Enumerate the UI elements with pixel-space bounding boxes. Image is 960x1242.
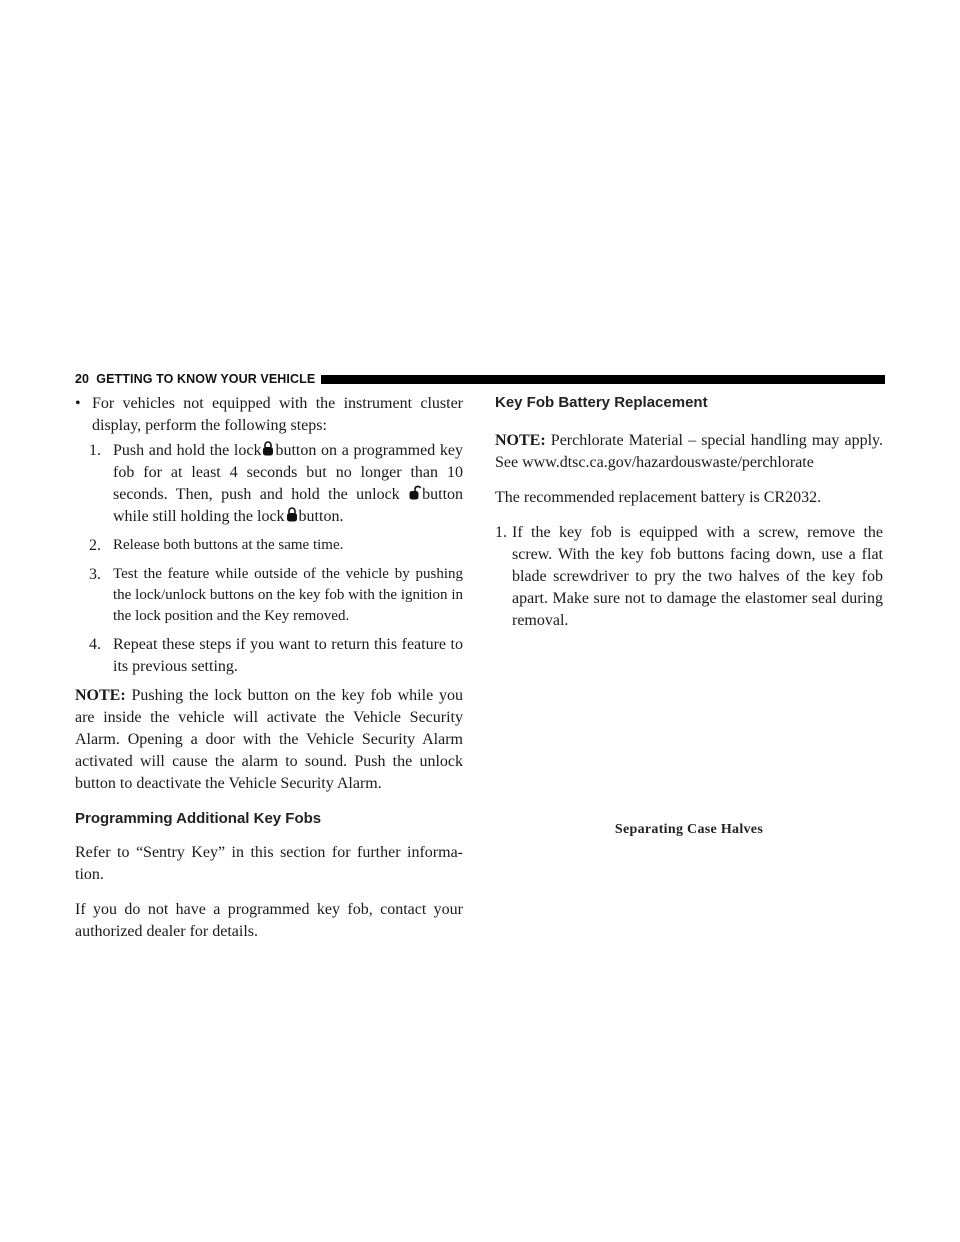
note-text: Pushing the lock button on the key fob while you are inside the vehicle will activate the Vehicle Security Alarm. Opening a door with the Vehicle Security Alarm activated will cause the alarm to sound. Push the unlock button to deactivate the Vehicle Security Alarm. (75, 687, 464, 792)
sentry-key-paragraph: Refer to “Sentry Key” in this section for further informa- tion. (75, 844, 463, 883)
left-column (75, 393, 463, 943)
bullet-text: For vehicles not equipped with the instrument cluster display, perform the following steps: (92, 395, 463, 434)
running-header (75, 372, 315, 386)
note-label: NOTE: (495, 432, 546, 449)
lock-icon (262, 441, 274, 456)
battery-paragraph: The recommended replacement battery is CR2032. (495, 489, 822, 506)
note-label: NOTE: (75, 687, 126, 704)
note-text: Perchlorate Material – special handling may apply. See www.dtsc.ca.gov/hazardouswaste/perchlorate (495, 432, 884, 471)
step-text: Release both buttons at the same time. (113, 537, 344, 553)
step-1-part-2: button on a programmed key fob for at least 4 seconds but no longer than 10 seconds. Then, push and hold the unlock (113, 442, 464, 503)
step-text: Test the feature while outside of the vehicle by pushing the lock/unlock buttons on the key fob with the ignition in the lock position and the Key removed. (113, 566, 463, 624)
right-column (495, 393, 883, 632)
dealer-paragraph: If you do not have a programmed key fob, contact your authorized dealer for details. (75, 901, 463, 940)
bullet-item (75, 393, 463, 437)
figure-area (495, 616, 883, 816)
figure-caption: Separating Case Halves (614, 822, 764, 837)
step-text: Repeat these steps if you want to return this feature to its previous setting. (113, 636, 463, 675)
step-text: If the key fob is equipped with a screw, remove the screw. With the key fob buttons facing down, use a flat blade screwdriver to pry the two halves of the key fob apart. Make sure not to damage the elastomer seal during removal. (512, 524, 883, 629)
unlock-icon (409, 485, 421, 500)
header-rule (321, 375, 885, 384)
step-1-part-3: button while still holding the lock (113, 486, 464, 525)
page-number: 20 (75, 372, 90, 386)
section-heading: Programming Additional Key Fobs (75, 810, 322, 827)
step-4 (89, 634, 463, 678)
step-number: 2. (89, 537, 101, 554)
lock-icon (286, 507, 298, 522)
page-header (75, 372, 885, 386)
note-paragraph (495, 430, 883, 474)
step-3 (89, 564, 463, 627)
step-number: 1. (495, 524, 507, 541)
step-text (113, 440, 463, 528)
bullet-marker: • (75, 395, 81, 412)
step-number: 1. (89, 442, 101, 459)
section-title: GETTING TO KNOW YOUR VEHICLE (96, 372, 316, 386)
step-number: 3. (89, 566, 101, 583)
steps-list (89, 440, 463, 678)
step-number: 4. (89, 636, 101, 653)
note-paragraph (75, 685, 463, 795)
step-1-part-1: Push and hold the lock (113, 442, 262, 459)
section-heading: Key Fob Battery Replacement (495, 394, 708, 411)
step-1-part-4: button. (298, 508, 344, 525)
step-1 (89, 440, 463, 528)
step-2 (89, 535, 463, 557)
